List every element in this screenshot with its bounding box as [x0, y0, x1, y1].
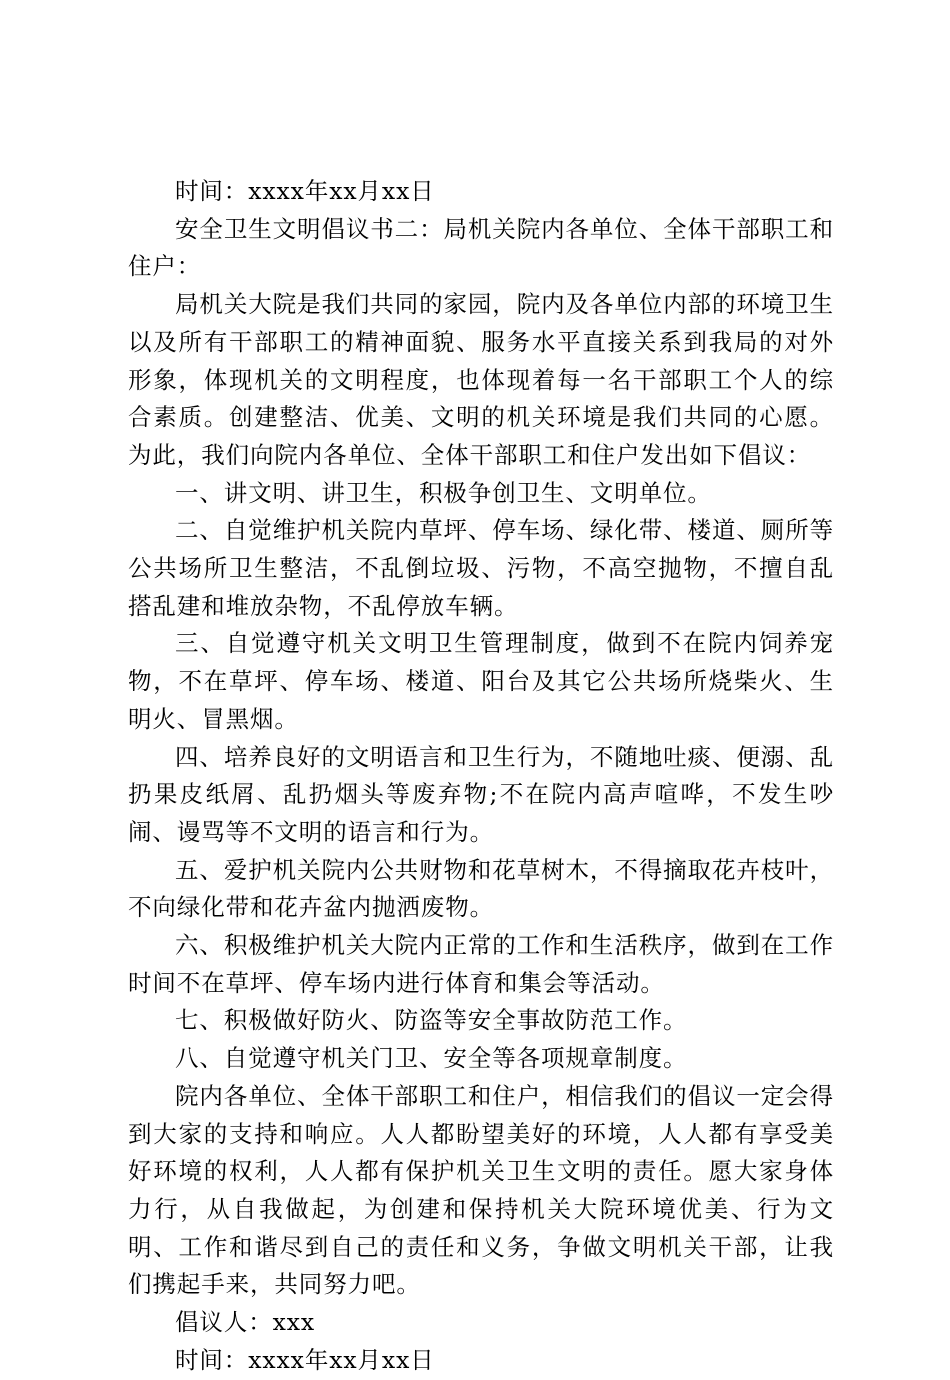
proposal-item-8: 八、自觉遵守机关门卫、安全等各项规章制度。: [175, 1044, 688, 1073]
document-title-salutation: 安全卫生文明倡议书二：局机关院内各单位、全体干部职工和住户：: [128, 214, 834, 281]
proposer-line: 倡议人：xxx: [175, 1308, 316, 1337]
intro-paragraph: 局机关大院是我们共同的家园，院内及各单位内部的环境卫生以及所有干部职工的精神面貌、服务水平直接关系到我局的对外形象，体现机关的文明程度，也体现着每一名干部职工个人的综合素质。创建整洁、优美、文明的机关环境是我们共同的心愿。为此，我们向院内各单位、全体干部职工和住户发出如下倡议：: [128, 290, 834, 469]
closing-paragraph: 院内各单位、全体干部职工和住户，相信我们的倡议一定会得到大家的支持和响应。人人都盼望美好的环境，人人都有享受美好环境的权利，人人都有保护机关卫生文明的责任。愿大家身体力行，从自我做起，为创建和保持机关大院环境优美、行为文明、工作和谐尽到自己的责任和义务，争做文明机关干部，让我们携起手来，共同努力吧。: [128, 1081, 834, 1299]
proposal-item-4: 四、培养良好的文明语言和卫生行为，不随地吐痰、便溺、乱扔果皮纸屑、乱扔烟头等废弃物;不在院内高声喧哗，不发生吵闹、谩骂等不文明的语言和行为。: [128, 742, 834, 846]
date-line-bottom: 时间：xxxx年xx月xx日: [175, 1345, 435, 1374]
proposal-item-3: 三、自觉遵守机关文明卫生管理制度，做到不在院内饲养宠物，不在草坪、停车场、楼道、阳台及其它公共场所烧柴火、生明火、冒黑烟。: [128, 629, 834, 733]
proposal-item-6: 六、积极维护机关大院内正常的工作和生活秩序，做到在工作时间不在草坪、停车场内进行体育和集会等活动。: [128, 931, 834, 997]
proposal-item-1: 一、讲文明、讲卫生，积极争创卫生、文明单位。: [175, 478, 712, 507]
proposal-item-2: 二、自觉维护机关院内草坪、停车场、绿化带、楼道、厕所等公共场所卫生整洁，不乱倒垃圾、污物，不高空抛物，不擅自乱搭乱建和堆放杂物，不乱停放车辆。: [128, 516, 834, 620]
proposal-item-7: 七、积极做好防火、防盗等安全事故防范工作。: [175, 1006, 688, 1035]
document-body: [128, 173, 834, 1380]
date-line-top: 时间：xxxx年xx月xx日: [175, 177, 435, 205]
proposal-item-5: 五、爱护机关院内公共财物和花草树木，不得摘取花卉枝叶，不向绿化带和花卉盆内抛洒废物。: [128, 855, 834, 922]
